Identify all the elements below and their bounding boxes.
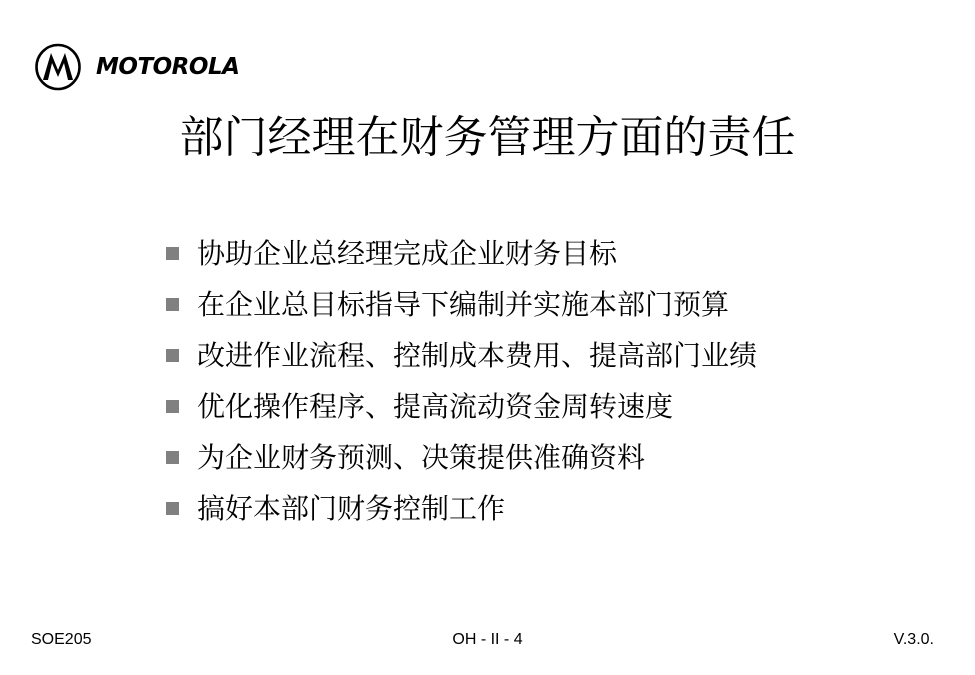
square-bullet-icon: [166, 400, 179, 413]
footer-page-number: OH - II - 4: [452, 631, 523, 648]
bullet-list: [166, 228, 757, 534]
square-bullet-icon: [166, 247, 179, 260]
bullet-item: [166, 483, 757, 534]
square-bullet-icon: [166, 298, 179, 311]
square-bullet-icon: [166, 349, 179, 362]
motorola-logo: [34, 43, 239, 91]
bullet-text: 在企业总目标指导下编制并实施本部门预算: [197, 287, 730, 321]
logo-wordmark: MOTOROLA: [96, 54, 240, 80]
slide-title: 部门经理在财务管理方面的责任: [179, 112, 796, 163]
bullet-item: [166, 279, 757, 330]
bullet-text: 搞好本部门财务控制工作: [197, 491, 506, 525]
footer-course-code: SOE205: [31, 631, 92, 648]
square-bullet-icon: [166, 451, 179, 464]
motorola-emblem-icon: [34, 43, 82, 91]
bullet-item: [166, 381, 757, 432]
bullet-text: 优化操作程序、提高流动资金周转速度: [197, 389, 674, 423]
bullet-item: [166, 432, 757, 483]
bullet-text: 协助企业总经理完成企业财务目标: [197, 236, 618, 270]
bullet-item: [166, 228, 757, 279]
bullet-text: 为企业财务预测、决策提供准确资料: [197, 440, 646, 474]
square-bullet-icon: [166, 502, 179, 515]
bullet-item: [166, 330, 757, 381]
bullet-text: 改进作业流程、控制成本费用、提高部门业绩: [197, 338, 758, 372]
footer-version: V.3.0.: [893, 631, 934, 648]
